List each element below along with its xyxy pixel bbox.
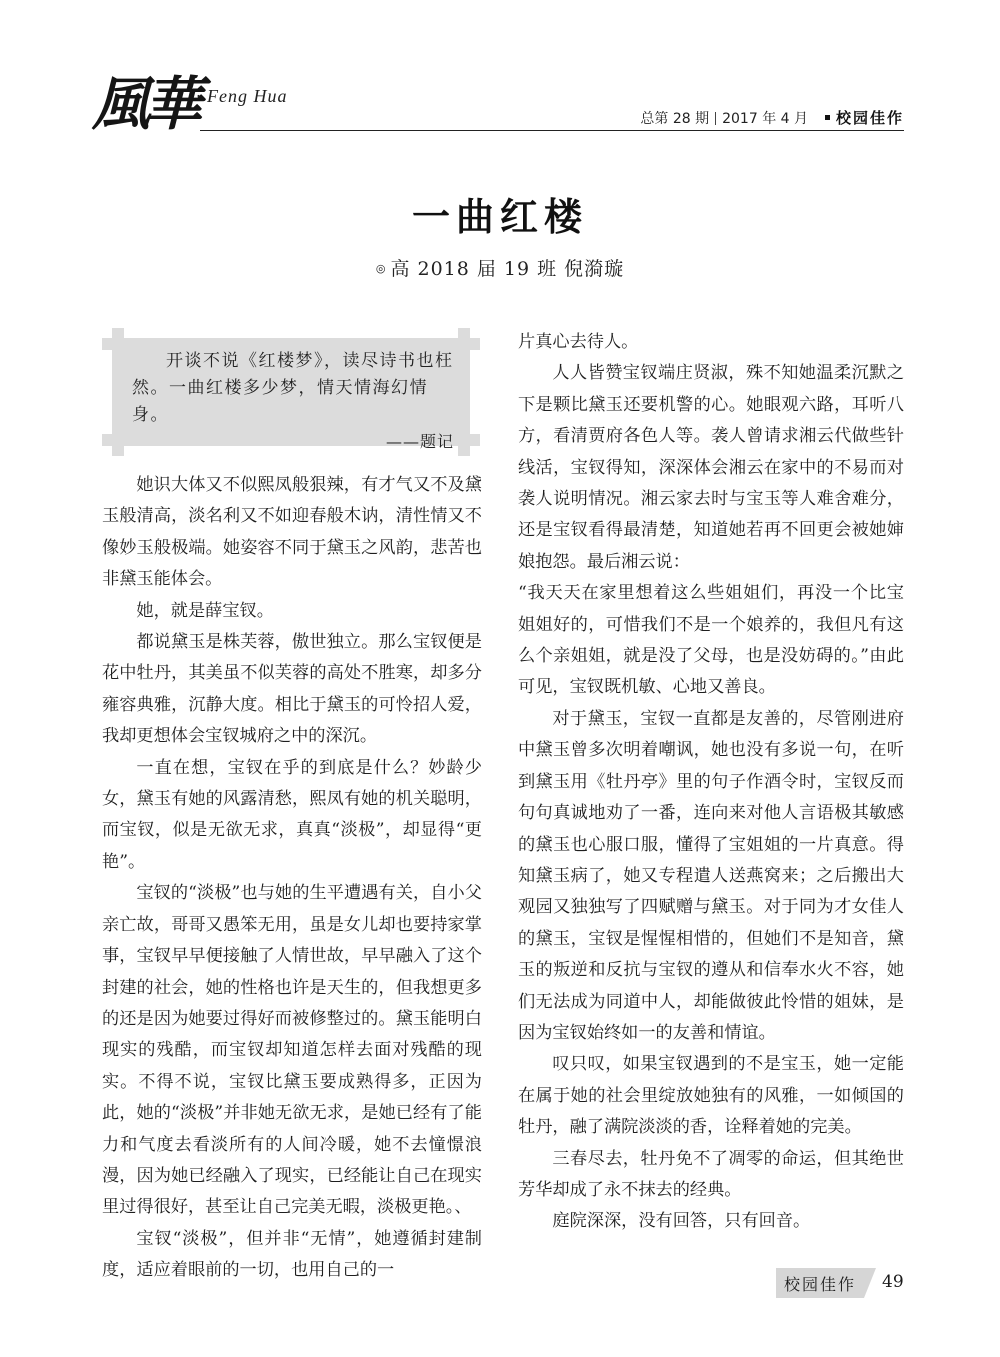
paragraph: 三春尽去，牡丹免不了凋零的命运，但其绝世芳华却成了永不抹去的经典。: [518, 1148, 904, 1200]
paragraph-continuation: 片真心去待人。: [518, 332, 639, 352]
article-column-right: [518, 327, 904, 1238]
issue-separator: [715, 112, 716, 125]
epigraph-signature: ——题记: [385, 432, 454, 451]
issue-date: 2017 年 4 月: [722, 111, 808, 127]
bullet-square-icon: [825, 115, 830, 120]
epigraph-text: 开谈不说《红楼梦》，读尽诗书也枉然。一曲红楼多少梦，情天情海幻情身。: [132, 351, 454, 425]
footer-section-label: 校园佳作: [784, 1275, 857, 1294]
epigraph-box: [102, 328, 480, 456]
byline-text: 高 2018 届 19 班 倪漪璇: [390, 258, 625, 280]
section-label: [825, 107, 904, 128]
paragraph: 一直在想，宝钗在乎的到底是什么？妙龄少女，黛玉有她的风露清愁，熙凤有她的机关聪明，而宝钗，似是无欲无求，真真“淡极”，却显得“更艳”。: [102, 757, 482, 872]
paragraph: 都说黛玉是株芙蓉，傲世独立。那么宝钗便是花中牡丹，其美虽不似芙蓉的高处不胜寒，却多分雍容典雅，沉静大度。相比于黛玉的可怜招人爱，我却更想体会宝钗城府之中的深沉。: [102, 632, 482, 747]
paragraph: 她，就是薛宝钗。: [136, 600, 274, 621]
article-column-left: [102, 470, 482, 1287]
paragraph: 叹只叹，如果宝钗遇到的不是宝玉，她一定能在属于她的社会里绽放她独有的风雅，一如倾国的牡丹，融了满院淡淡的香，诠释着她的完美。: [518, 1054, 904, 1138]
paragraph: 宝钗的“淡极”也与她的生平遭遇有关，自小父亲亡故，哥哥又愚笨无用，虽是女儿却也要持家掌事，宝钗早早便接触了人情世故，早早融入了这个封建的社会，她的性格也许是天生的，但我想更多的还是因为她要过得好而被修整过的。黛玉能明白现实的残酷，而宝钗却知道怎样去面对残酷的现实。不得不说，宝钗比黛玉要成熟得多，正因为此，她的“淡极”并非她无欲无求，是她已经有了能力和气度去看淡所有的人间冷暖，她不去憧憬浪漫，因为她已经融入了现实，已经能让自己在现实里过得很好，甚至让自己完美无暇，淡极更艳。、: [102, 883, 482, 1218]
paragraph: 人人皆赞宝钗端庄贤淑，殊不知她温柔沉默之下是颗比黛玉还要机警的心。她眼观六路，耳听八方，看清贾府各色人等。袭人曾请求湘云代做些针线活，宝钗得知，深深体会湘云在家中的不易而对袭人说明情况。湘云家去时与宝玉等人难舍难分，还是宝钗看得最清楚，知道她若再不回更会被她婶娘抱怨。最后湘云说：: [518, 363, 904, 572]
magazine-logo: 風華: [92, 70, 197, 138]
paragraph-quote: “我天天在家里想着这么些姐姐们，再没一个比宝姐姐好的，可惜我们不是一个娘养的，我但凡有这么个亲姐姐，就是没了父母，也是没妨碍的。”由此可见，宝钗既机敏、心地又善良。: [518, 583, 904, 698]
section-label-text: 校园佳作: [835, 109, 904, 127]
issue-info: [640, 108, 808, 128]
paragraph: 对于黛玉，宝钗一直都是友善的，尽管刚进府中黛玉曾多次明着嘲讽，她也没有多说一句，在听到黛玉用《牡丹亭》里的句子作酒令时，宝钗反而句句真诚地劝了一番，连向来对他人言语极其敏感的黛玉也心服口服，懂得了宝姐姐的一片真意。得知黛玉病了，她又专程遣人送燕窝来；之后搬出大观园又独独写了四赋赠与黛玉。对于同为才女佳人的黛玉，宝钗是惺惺相惜的，但她们不是知音，黛玉的叛逆和反抗与宝钗的遵从和信奉水火不容，她们无法成为同道中人，却能做彼此怜惜的姐妹，是因为宝钗始终如一的友善和情谊。: [518, 708, 904, 1043]
page-number: 49: [882, 1272, 904, 1292]
paragraph: 庭院深深，没有回答，只有回音。: [552, 1211, 811, 1232]
article-title: 一曲红楼: [411, 195, 588, 239]
article-byline: [0, 254, 1000, 281]
byline-bullet-icon: ◎: [375, 262, 387, 275]
paragraph: 她识大体又不似熙凤般狠辣，有才气又不及黛玉般清高，淡名利又不如迎春般木讷，清性情又不像妙玉般极端。她姿容不同于黛玉之风韵，悲苦也非黛玉能体会。: [102, 475, 482, 590]
page-header: [92, 68, 904, 138]
header-rule: [200, 130, 904, 131]
paragraph: 宝钗“淡极”，但并非“无情”，她遵循封建制度，适应着眼前的一切，也用自己的一: [102, 1228, 482, 1281]
epigraph: [112, 338, 470, 451]
issue-number: 总第 28 期: [640, 111, 710, 127]
magazine-logo-subtitle: · Feng Hua: [196, 86, 288, 106]
